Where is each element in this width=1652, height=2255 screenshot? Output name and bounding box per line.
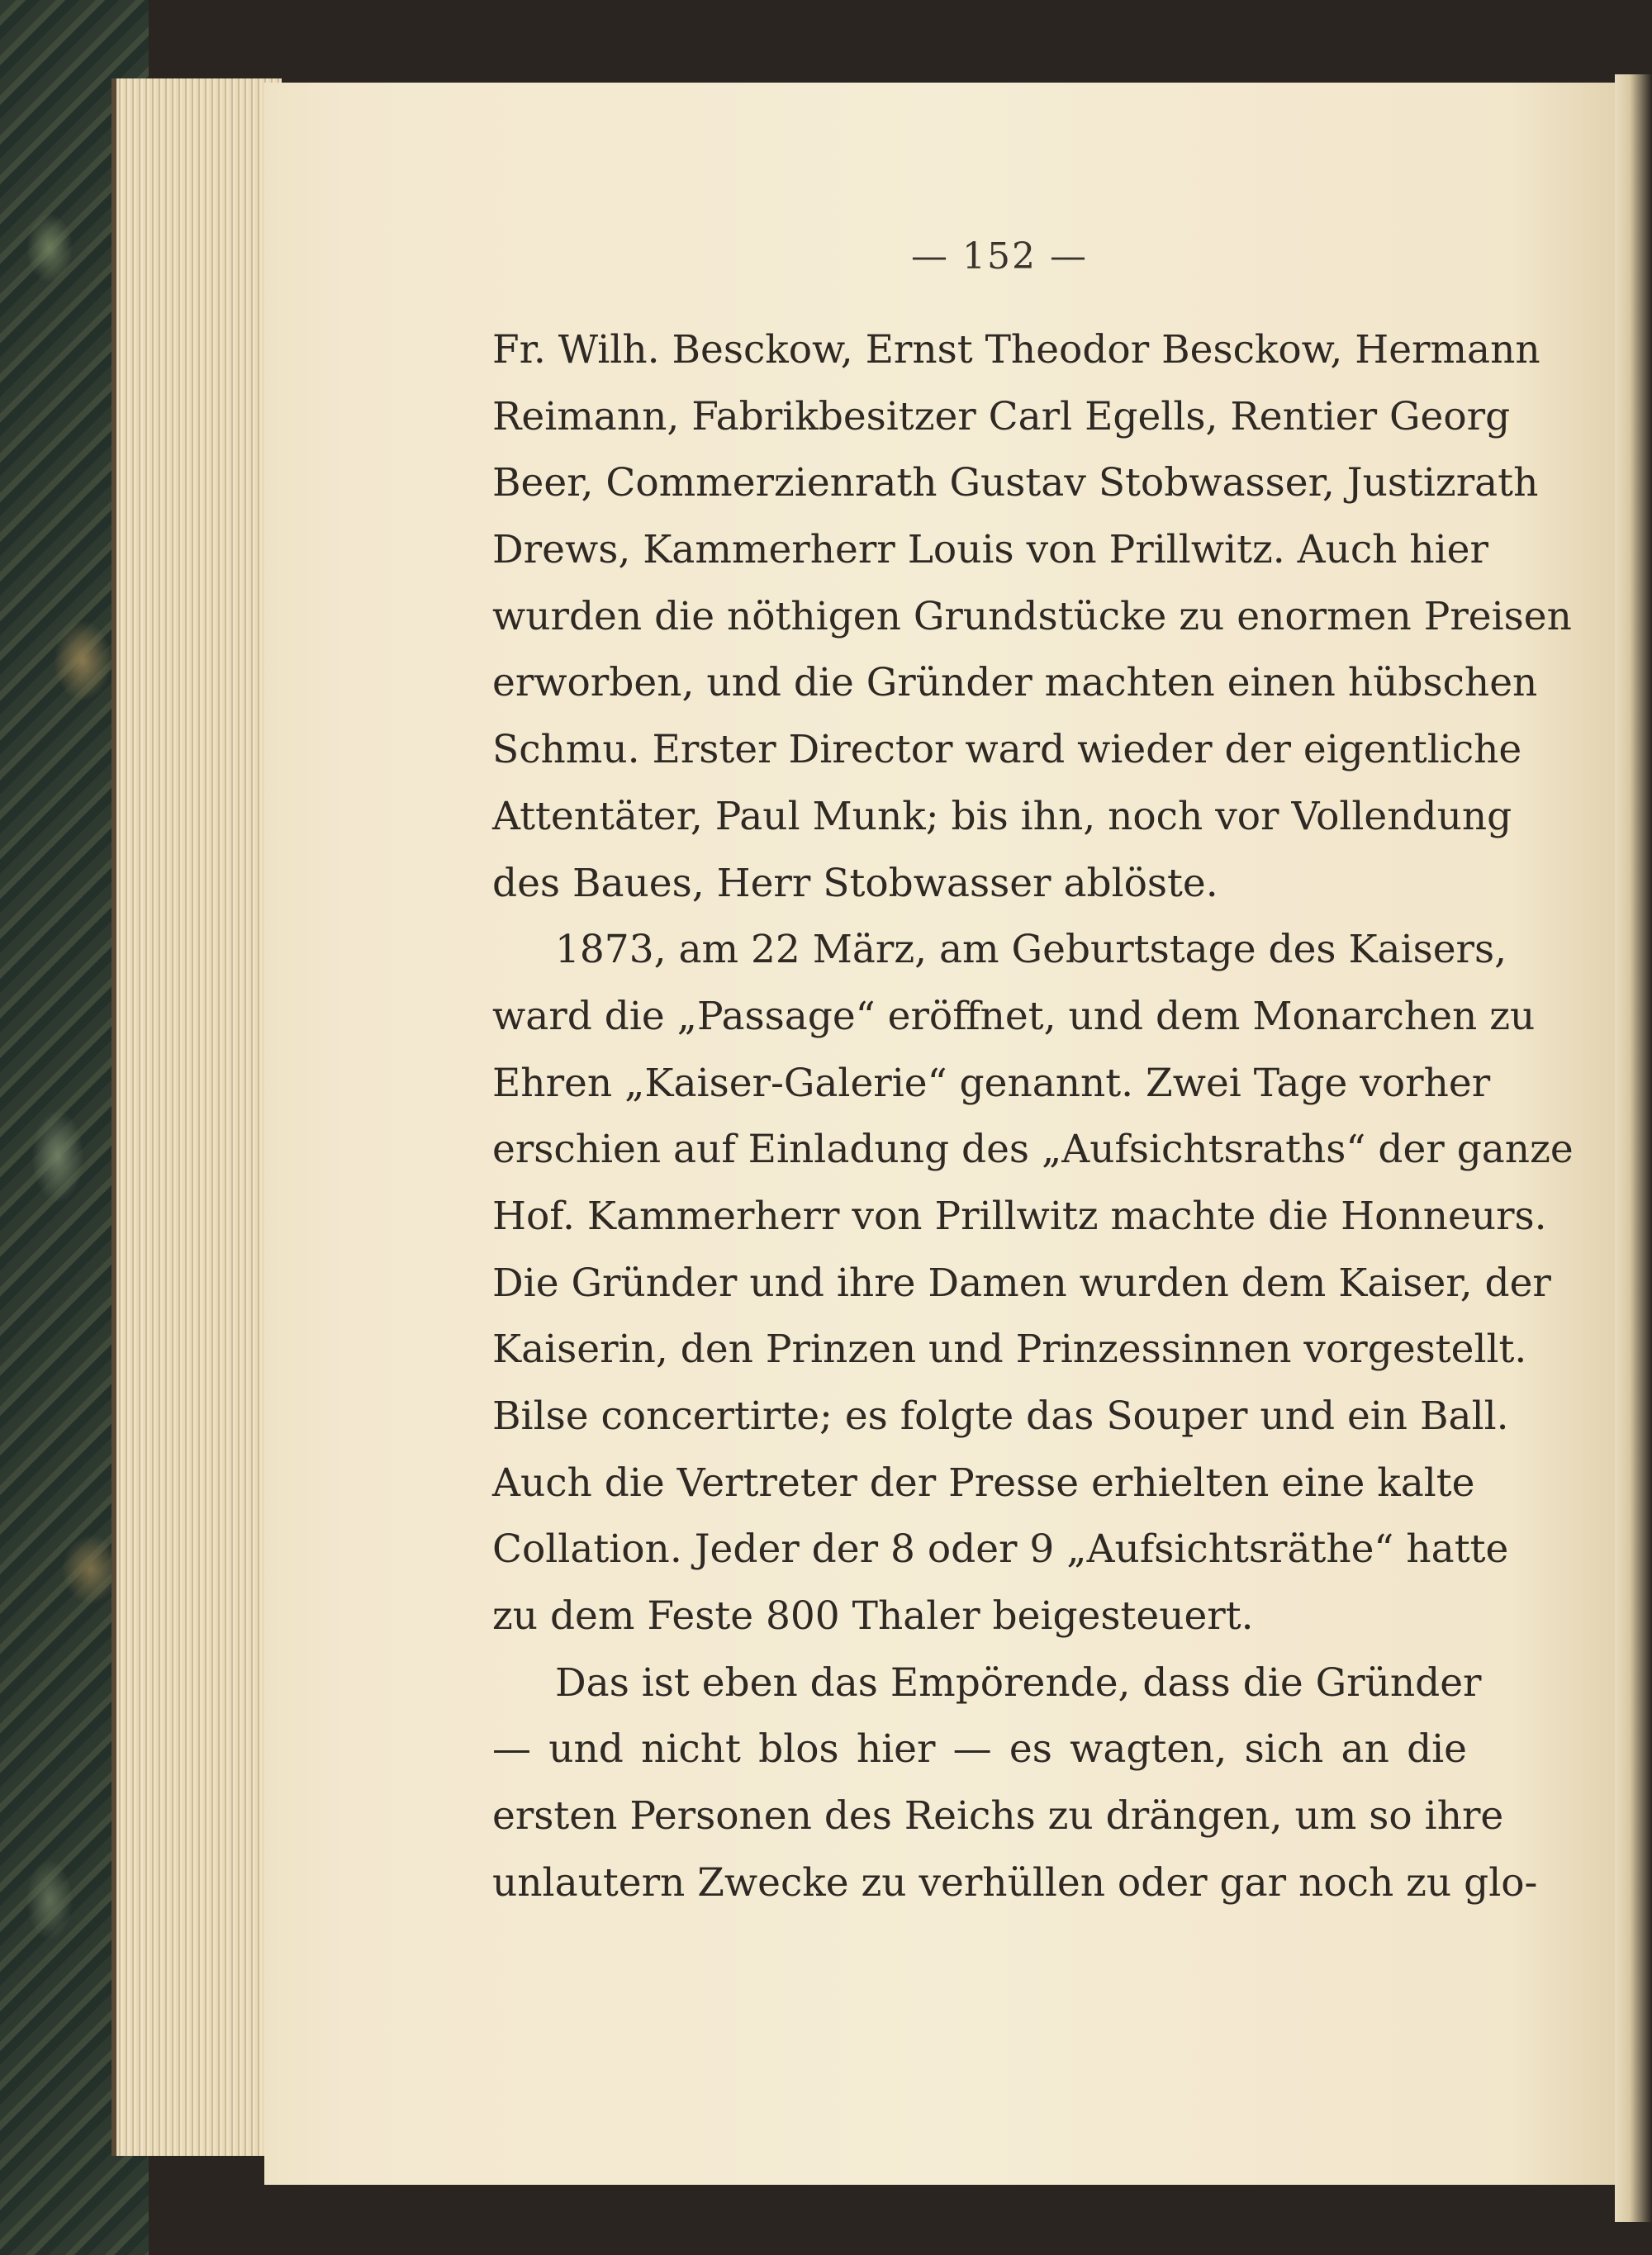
text-line: — und nicht blos hier — es wagten, sich an die <box>492 1726 1467 1773</box>
text-line: Attentäter, Paul Munk; bis ihn, noch vor Vollendung <box>492 793 1512 839</box>
text-line: Schmu. Erster Director ward wieder der eigentliche <box>492 727 1522 773</box>
text-line: Die Gründer und ihre Damen wurden dem Kaiser, der <box>492 1260 1551 1306</box>
text-line: ersten Personen des Reichs zu drängen, um so ihre <box>492 1793 1504 1840</box>
page-fore-edge <box>112 78 282 2156</box>
page-number: — 152 — <box>911 235 1088 278</box>
text-line: erschien auf Einladung des „Aufsichtsraths“ der ganze <box>492 1127 1574 1173</box>
text-line: Collation. Jeder der 8 oder 9 „Aufsichtsräthe“ hatte <box>492 1526 1509 1573</box>
text-line: Kaiserin, den Prinzen und Prinzessinnen vorgestellt. <box>492 1327 1527 1373</box>
text-line: Das ist eben das Empörende, dass die Gründer <box>555 1659 1482 1706</box>
text-line: des Baues, Herr Stobwasser ablöste. <box>492 860 1218 906</box>
text-line: erworben, und die Gründer machten einen hübschen <box>492 660 1538 706</box>
text-line: Auch die Vertreter der Presse erhielten eine kalte <box>492 1460 1475 1506</box>
text-line: unlautern Zwecke zu verhüllen oder gar noch zu glo- <box>492 1859 1538 1906</box>
text-line: zu dem Feste 800 Thaler beigesteuert. <box>492 1593 1254 1640</box>
text-line: Beer, Commerzienrath Gustav Stobwasser, Justizrath <box>492 460 1539 506</box>
text-line: Ehren „Kaiser-Galerie“ genannt. Zwei Tage vorher <box>492 1060 1491 1106</box>
text-line: Bilse concertirte; es folgte das Souper und ein Ball. <box>492 1393 1509 1439</box>
text-line: Fr. Wilh. Besckow, Ernst Theodor Besckow, Hermann <box>492 327 1540 373</box>
text-line: wurden die nöthigen Grundstücke zu enormen Preisen <box>492 593 1572 639</box>
text-line: Hof. Kammerherr von Prillwitz machte die Honneurs. <box>492 1193 1547 1239</box>
text-line: Drews, Kammerherr Louis von Prillwitz. Auch hier <box>492 527 1488 573</box>
text-line: Reimann, Fabrikbesitzer Carl Egells, Rentier Georg <box>492 393 1511 439</box>
body-text <box>492 317 1574 1917</box>
text-line: ward die „Passage“ eröffnet, und dem Monarchen zu <box>492 993 1536 1039</box>
text-line: 1873, am 22 März, am Geburtstage des Kaisers, <box>555 927 1507 973</box>
right-page-edge <box>1615 74 1652 2222</box>
